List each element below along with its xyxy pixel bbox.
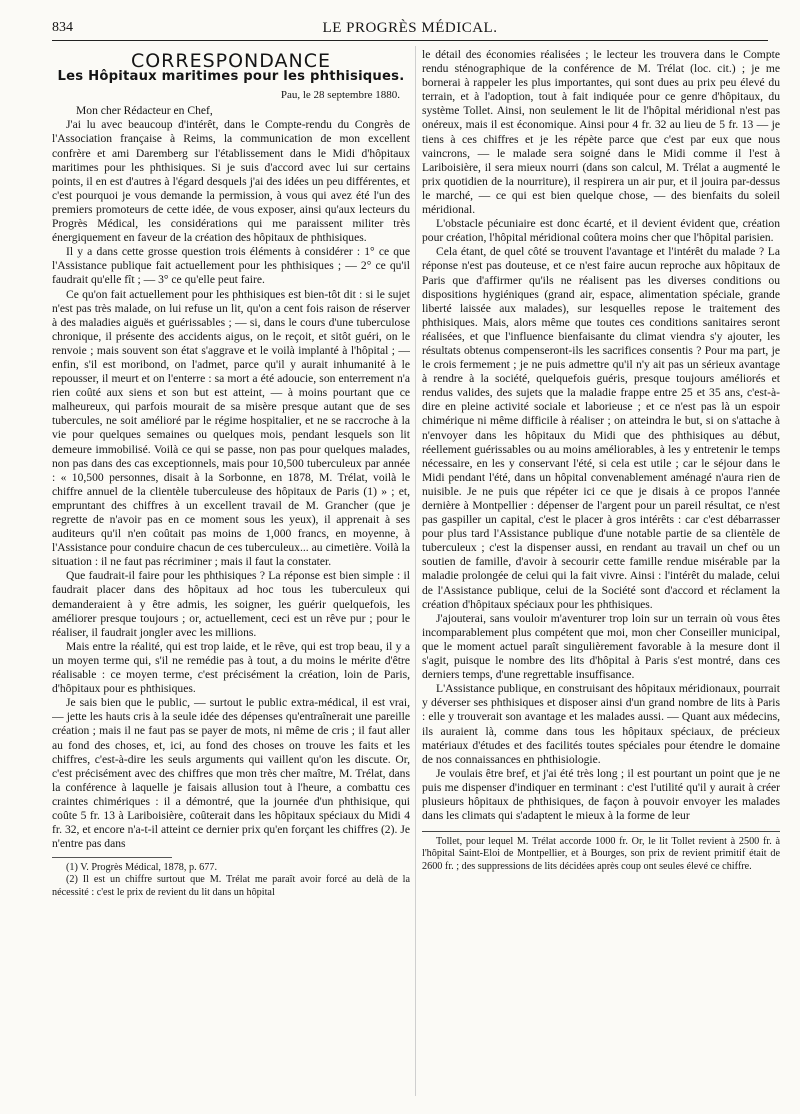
footnote: (2) Il est un chiffre surtout que M. Trélat me paraît avoir forcé au delà de la nécessité : c'est le prix de revient du lit dans un hôpital	[52, 874, 410, 898]
paragraph: Je sais bien que le public, — surtout le public extra-médical, il est vrai, — jette les hauts cris à la seule idée des dépenses qu'entraînerait une pareille création ; mais il ne faut pas se payer de mots, ni même de cris ; il faut aller au fond des choses, et, ici, au fond des choses on trouve les faits et les chiffres, c'est-à-dire les seuls arguments qui vaillent qu'on les discute. Or, c'est précisément avec des chiffres que mon très cher maître, M. Trélat, dans la conférence à laquelle je faisais allusion tout à l'heure, a combattu ces craintes chimériques : il a démontré, que la journée d'un phthisique, qui coûte 5 fr. 13 à Lariboisière, coûterait dans les hôpitaux spéciaux du Midi 4 fr. 32, et encore n'a-t-il atteint ce dernier prix qu'en forçant les chiffres (2). Je n'entre pas dans	[52, 696, 410, 851]
dateline: Pau, le 28 septembre 1880.	[280, 89, 400, 102]
journal-title: LE PROGRÈS MÉDICAL.	[322, 20, 498, 36]
footnote: (1) V. Progrès Médical, 1878, p. 677.	[66, 862, 218, 874]
left-column	[52, 48, 410, 1098]
article-title: Les Hôpitaux maritimes pour les phthisiques.	[57, 69, 405, 85]
column-divider	[415, 46, 416, 1096]
page-number: 834	[52, 20, 73, 35]
paragraph: L'obstacle pécuniaire est donc écarté, et il devient évident que, création pour création, l'hôpital méridional coûtera moins cher que l'hôpital parisien.	[422, 217, 780, 245]
paragraph: Ce qu'on fait actuellement pour les phthisiques est bien-tôt dit : si le sujet n'est pas très malade, on lui refuse un lit, qu'on a cent fois raison de réserver à des maladies aiguës et guérissables ; — si, dans le cours d'une tuberculose chronique, il présente des accidents aigus, on le reçoit, et sitôt guéri, on le renvoie ; mais souvent son état s'aggrave et le voilà implanté à l'hôpital ; — enfin, s'il est moribond, on l'admet, parce qu'il y aurait inhumanité à le repousser, il meurt et on l'enterre : sa mort a été adoucie, son enterrement n'a rien coûté aux siens et son but est atteint, — à moins pourtant que ce malheureux, qui parfois mourait de sa misère presque autant que de ses tubercules, ne soit amélioré par le régime hospitalier, et ne se raccroche à la vie pour quelques semaines ou quelques mois, pendant lesquels son lit demeure immobilisé. Voilà ce qui se passe, non pas pour quelques malades, non pas dans des cas exceptionnels, mais pour 10,500 tuberculeux par année : « 10,500 personnes, disait à la Sorbonne, en 1878, M. Trélat, voilà le chiffre annuel de la clientèle tuberculeuse des hôpitaux de Paris (1) » ; et, empruntant des chiffres à un excellent travail de M. Grancher (que je regrette de n'avoir pas en ce moment sous les yeux), il apprenait à ses auditeurs qu'il n'en coûtait pas moins de 1,000 francs, en moyenne, à l'Assistance pour conduire chacun de ces tuberculeux... au cimetière. Voilà la situation : il ne faut pas récriminer ; mais il faut la constater.	[52, 287, 410, 569]
paragraph: Je voulais être bref, et j'ai été très long ; il est pourtant un point que je ne puis me dispenser d'indiquer en terminant : c'est l'utilité qu'il y aurait à créer plusieurs hôpitaux de phthisiques, de façon à pouvoir envoyer les malades dans les climats qui s'adaptent le mieux à la forme de leur	[422, 766, 780, 823]
right-column	[422, 48, 780, 1098]
salutation: Mon cher Rédacteur en Chef,	[76, 104, 213, 118]
section-title: CORRESPONDANCE	[130, 50, 332, 72]
paragraph: J'ai lu avec beaucoup d'intérêt, dans le Compte-rendu du Congrès de l'Association française à Reims, la communication de mon excellent confrère et ami Daremberg sur l'établissement dans le Midi d'hôpitaux maritimes pour les phthisiques. Si je suis d'accord avec lui sur certains points, il en est d'autres à l'égard desquels j'ai des idées un peu différentes, et c'est pourquoi je vous demande la permission, à vous qui avez été l'un des premiers promoteurs de cette idée, de vous exposer, ainsi qu'aux lecteurs du Progrès Médical, les considérations qui me paraissent militer très énergiquement en faveur de la création des hôpitaux de phthisiques.	[52, 118, 410, 245]
paragraph: Il y a dans cette grosse question trois éléments à considérer : 1° ce que l'Assistance publique fait actuellement pour les phthisiques ; — 2° ce qu'il faudrait qu'elle fît ; — 3° ce qu'elle peut faire.	[52, 245, 410, 287]
paragraph: L'Assistance publique, en construisant des hôpitaux méridionaux, pourrait y déverser ses phthisiques et disposer ainsi d'un grand nombre de lits à Paris : elle y trouverait son avantage et les malades aussi. — Quant aux médecins, ils auraient là, comme dans tous les hôpitaux spéciaux, de précieux matériaux d'études et des facilités toutes spéciales pour étendre le domaine de nos connaissances en phthisiologie.	[422, 682, 780, 766]
paragraph: Cela étant, de quel côté se trouvent l'avantage et l'intérêt du malade ? La réponse n'est pas douteuse, et ce n'est faire aucun reproche aux hôpitaux de Paris que d'affirmer qu'ils ne réalisent pas les diverses conditions ou dispositions hygiéniques (grand air, espace, alimentation spéciale, grande liberté laissée aux malades), sur lesquelles repose le traitement des phthisiques. Mais, alors même que toutes ces conditions sanitaires seront réalisées, et que l'influence bienfaisante du climat viendra s'y ajouter, les résultats obtenus compenseront-ils les sacrifices consentis ? Pour ma part, je le crois fermement ; je ne puis admettre qu'il n'y ait pas un sérieux avantage à rendre à la société, quelquefois guéris, presque toujours améliorés et rendus valides, des sujets que la maladie frappe entre 25 et 35 ans, c'est-à-dire en pleine activité sociale et laborieuse ; et ce n'est pas là un espoir chimérique ni même difficile à réaliser ; on atteindra le but, si on s'attache à n'envoyer dans les hôpitaux du Midi que des phthisiques au début, réellement guérissables ou au moins améliorables, à les y entretenir le temps nécessaire, en les y conservant l'été, si cela est utile ; car le séjour dans le Midi pendant l'été, dans un hôpital convenablement aménagé n'aura rien de nuisible. Je ne puis que répéter ici ce que je disais à ce propos l'année dernière à Montpellier : dépenser de l'argent pour un pareil résultat, ce n'est pas gaspiller un capital, c'est le placer à gros intérêts : car c'est débarrasser pour plus tard l'Assistance publique d'une notable partie de sa clientèle de tuberculeux ; c'est la dispenser aussi, en rendant au travail un chef ou un soutien de famille, d'avoir à secourir cette famille rendue misérable par la maladie prolongée de celui qui la fait vivre. Ainsi : l'intérêt du malade, celui de l'Assistance publique, celui de la Société sont d'accord et réclament la création d'hôpitaux spéciaux pour les phthisiques.	[422, 245, 780, 611]
paragraph: Mais entre la réalité, qui est trop laide, et le rêve, qui est trop beau, il y a un moyen terme qui, s'il ne remédie pas à tout, a du moins le mérite d'être réalisable : ce moyen terme, c'est précisément la création, loin de Paris, d'hôpitaux pour es phthisiques.	[52, 639, 410, 696]
paragraph: Que faudrait-il faire pour les phthisiques ? La réponse est bien simple : il faudrait placer dans des hôpitaux ad hoc tous les tuberculeux qui demanderaient à y être admis, les soigner, les guérir quelquefois, les améliorer presque toujours ; or, actuellement, ceci est un rêve pur ; pour le réaliser, il faudrait jongler avec les millions.	[52, 569, 410, 639]
footnote-rule	[52, 857, 172, 858]
footnote: Tollet, pour lequel M. Trélat accorde 1000 fr. Or, le lit Tollet revient à 2500 fr. à l'hôpital Saint-Eloi de Montpellier, et à Bourges, son prix de revient primitif était de 2600 fr. ; des suppressions de lits décidées après coup ont seules élevé ce chiffre.	[422, 836, 780, 872]
footnote-rule	[422, 831, 780, 832]
paragraph: le détail des économies réalisées ; le lecteur les trouvera dans le Compte rendu sténographique de la conférence de M. Trélat (loc. cit.) ; je me bornerai à rappeler les plus importantes, qui sont dues au prix peu élevé du terrain, et à l'adoption, tout à fait indiquée pour ce genre d'hôpitaux, du système Tollet. Ainsi, non seulement le lit de l'hôpital méridional n'est pas onéreux, mais il est économique. Ainsi pour 4 fr. 32 au lieu de 5 fr. 13 — je tiens à ces chiffres et je les répète parce que c'est par eux que nous vaincrons, — le malade sera soigné dans le Midi comme il l'est à Lariboisière, il sera mieux nourri (dans son calcul, M. Trélat a augmenté le prix quotidien de la nourriture), il respirera un air pur, et il jouira par-dessus le marché, — ce qui est bien quelque chose, — des bienfaits du soleil méridional.	[422, 48, 780, 217]
paragraph: J'ajouterai, sans vouloir m'aventurer trop loin sur un terrain où vous êtes incomparablement plus compétent que moi, mon cher Conseiller municipal, que le moment actuel paraît singulièrement favorable à la mesure dont il s'agit, puisque le nombre des lits d'hôpital à Paris s'est montré, dans ces derniers temps, d'une regrettable insuffisance.	[422, 611, 780, 682]
running-header	[52, 18, 768, 41]
